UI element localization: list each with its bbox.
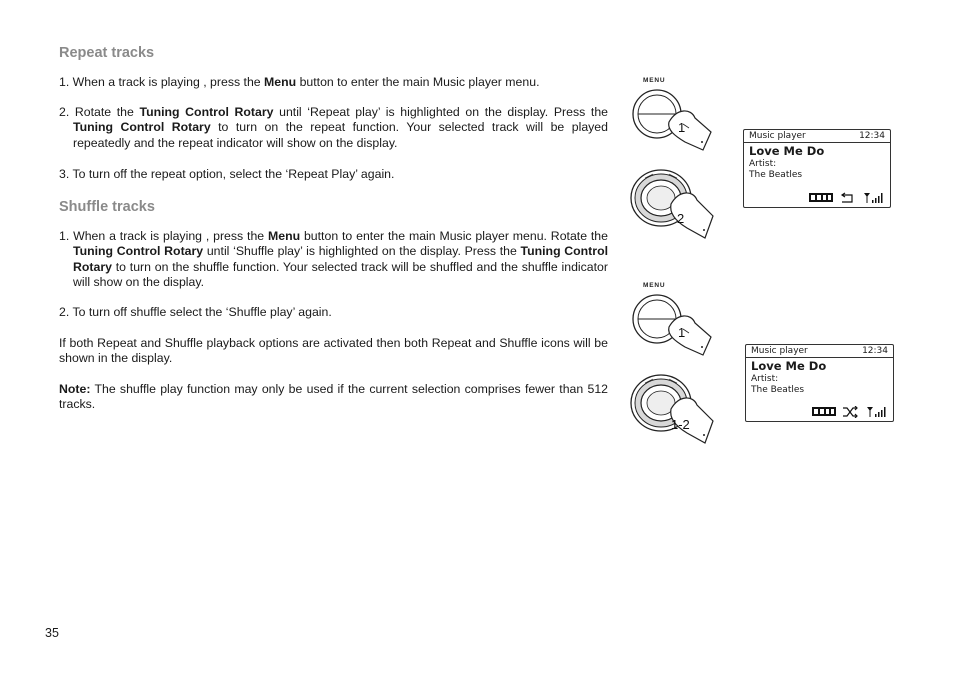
signal-icon [867,407,886,417]
lcd-track-title: Love Me Do [751,359,827,373]
repeat-icon [842,193,852,202]
both-options-note: If both Repeat and Shuffle playback options are activated then both Repeat and Shuffle icons will be shown in the display. [59,336,608,366]
lcd-artist: The Beatles [749,170,803,180]
page-number: 35 [45,626,59,640]
step-number: 1 [678,325,686,340]
upnp-icon [812,407,836,416]
lcd-artist: The Beatles [751,385,805,395]
menu-label: MENU [643,282,666,289]
step-number: 1 [678,120,686,135]
menu-button-press-illustration [625,289,720,359]
shuffle-icon [843,406,857,418]
repeat-step-3: 3. To turn off the repeat option, select the ‘Repeat Play’ again. [59,167,395,181]
lcd-status-bar [746,345,893,358]
lcd-mode-title: Music player [749,131,806,141]
signal-icon [864,193,883,203]
step-number: 1-2 [671,417,690,432]
shuffle-note: Note: The shuffle play function may only be used if the current selection comprises fewer than 512 tracks. [59,382,608,412]
lcd-artist-label: Artist: [749,159,777,169]
lcd-display-repeat [743,129,891,208]
shuffle-step-2: 2. To turn off shuffle select the ‘Shuffle play’ again. [59,305,332,319]
repeat-step-1: 1. When a track is playing , press the Menu button to enter the main Music player menu. [59,75,540,89]
shuffle-step-1: 1. When a track is playing , press the Menu button to enter the main Music player menu. Rotate the Tuning Control Rotary until ‘Shuffle play’ is highlighted on the display. Press the Tuning Control Rotary to turn on the shuffle function. Your selected track will be shuffled and the shuffle indicator will show on the display. [59,229,608,290]
lcd-artist-label: Artist: [751,374,779,384]
lcd-status-icons [808,192,884,204]
lcd-status-bar [744,130,890,143]
lcd-display-shuffle [745,344,894,422]
lcd-clock: 12:34 [859,131,885,141]
menu-button-press-illustration [625,84,720,154]
repeat-step-2: 2. Rotate the Tuning Control Rotary until ‘Repeat play’ is highlighted on the display. Press the Tuning Control Rotary to turn on the repeat function. Your selected track will be played repeatedly and the repeat indicator will show on the display. [59,105,608,150]
lcd-mode-title: Music player [751,346,808,356]
step-number: 2 [677,211,685,226]
lcd-track-title: Love Me Do [749,144,825,158]
tuning-rotary-press-illustration [625,160,720,245]
menu-label: MENU [643,77,666,84]
lcd-clock: 12:34 [862,346,888,356]
tuning-rotary-press-illustration [625,365,720,450]
repeat-heading: Repeat tracks [59,45,155,61]
shuffle-heading: Shuffle tracks [59,199,155,215]
upnp-icon [809,193,833,202]
lcd-status-icons [811,406,887,418]
